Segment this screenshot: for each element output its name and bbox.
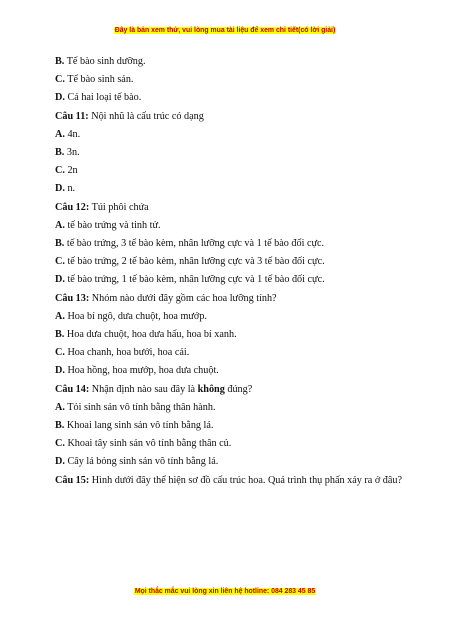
question-emphasis: không: [197, 383, 225, 395]
answer-option: [55, 235, 405, 253]
option-text: 2n: [64, 165, 78, 177]
answer-option: [55, 308, 405, 326]
answer-option: [55, 180, 405, 198]
answer-option: [55, 417, 405, 435]
option-text: Cả hai loại tế bào.: [64, 92, 142, 104]
question-14: [55, 381, 405, 399]
option-label: B.: [55, 56, 65, 67]
answer-option: [55, 453, 405, 471]
option-label: A.: [55, 401, 65, 413]
question-text: Nội nhũ là cấu trúc có dạng: [88, 110, 204, 122]
question-text: Nhóm nào dưới đây gồm các hoa lưỡng tính?: [89, 292, 277, 304]
option-text: n.: [64, 183, 76, 195]
answer-option: [55, 271, 405, 289]
option-label: C.: [55, 347, 65, 359]
question-text: Hình dưới đây thể hiện sơ đồ cấu trúc hoa. Quá trình thụ phấn xảy ra ở đâu?: [89, 474, 403, 486]
option-label: C.: [55, 165, 65, 177]
option-text: Khoai lang sinh sản vô tính bằng lá.: [64, 420, 214, 432]
option-text: Hoa chanh, hoa bưởi, hoa cải.: [64, 347, 190, 359]
answer-option: [55, 126, 405, 144]
option-text: tế bào trứng và tinh tử.: [64, 219, 161, 231]
option-text: Khoai tây sinh sản vô tính bằng thân củ.: [64, 438, 232, 450]
question-label: Câu 14:: [55, 383, 90, 395]
preview-notice-banner: [0, 27, 450, 34]
option-label: D.: [55, 365, 65, 377]
answer-option: [55, 144, 405, 162]
question-text-pre: Nhận định nào sau đây là: [89, 383, 198, 395]
option-text: Hoa hồng, hoa mướp, hoa dưa chuột.: [64, 365, 219, 377]
option-text: Tỏi sinh sản vô tính bằng thân hành.: [64, 401, 216, 413]
answer-option: [55, 344, 405, 362]
option-label: B.: [55, 238, 65, 250]
hotline-banner: [0, 588, 450, 595]
option-text: 3n.: [64, 147, 80, 159]
option-label: B.: [55, 420, 65, 432]
option-label: D.: [55, 456, 65, 468]
option-label: A.: [55, 310, 65, 322]
question-label: Câu 15:: [55, 474, 90, 486]
hotline-text: Mọi thắc mắc vui lòng xin liên hệ hotline: 084 283 45 85: [134, 588, 316, 595]
option-label: D.: [55, 183, 65, 195]
option-text: Hoa dưa chuột, hoa dưa hấu, hoa bí xanh.: [64, 329, 237, 341]
question-15: [55, 472, 405, 490]
option-text: 4n.: [64, 128, 81, 140]
answer-option: [55, 362, 405, 380]
option-label: A.: [55, 219, 65, 231]
option-text: tế bào trứng, 1 tế bào kèm, nhân lưỡng cực và 1 tế bào đối cực.: [64, 274, 325, 286]
option-label: D.: [55, 274, 65, 286]
option-label: C.: [55, 74, 65, 86]
question-label: Câu 11:: [55, 110, 89, 122]
option-label: C.: [55, 438, 65, 450]
answer-option: [55, 71, 405, 89]
answer-option: [55, 162, 405, 180]
option-text: Tế bào sinh sản.: [64, 74, 134, 86]
question-line: [55, 199, 405, 217]
question-line: [55, 108, 405, 126]
option-label: B.: [55, 147, 65, 159]
option-text: Tế bào sinh dưỡng.: [64, 56, 146, 67]
answer-option: [55, 399, 405, 417]
question-line: [55, 290, 405, 308]
answer-option: [55, 53, 405, 71]
option-label: B.: [55, 329, 65, 341]
option-text: tế bào trứng, 2 tế bào kèm, nhân lưỡng cực và 3 tế bào đối cực.: [64, 256, 325, 268]
option-text: Hoa bí ngô, dưa chuột, hoa mướp.: [64, 310, 207, 322]
question-text: Túi phôi chứa: [89, 201, 149, 213]
question-label: Câu 13:: [55, 292, 90, 304]
preview-notice-text: Đây là bản xem thử, vui lòng mua tài liệu để xem chi tiết(có lời giải): [114, 27, 336, 34]
option-label: C.: [55, 256, 65, 268]
answer-option: [55, 435, 405, 453]
answer-option: [55, 89, 405, 107]
option-text: tế bào trứng, 3 tế bào kèm, nhân lưỡng cực và 1 tế bào đối cực.: [64, 238, 325, 250]
question-text-post: đúng?: [224, 383, 253, 395]
answer-option: [55, 253, 405, 271]
answer-option: [55, 217, 405, 235]
question-label: Câu 12:: [55, 201, 90, 213]
answer-option: [55, 326, 405, 344]
option-text: Cây lá bỏng sinh sản vô tính bằng lá.: [64, 456, 219, 468]
option-label: D.: [55, 92, 65, 104]
document-body: [55, 53, 405, 490]
option-label: A.: [55, 128, 65, 140]
